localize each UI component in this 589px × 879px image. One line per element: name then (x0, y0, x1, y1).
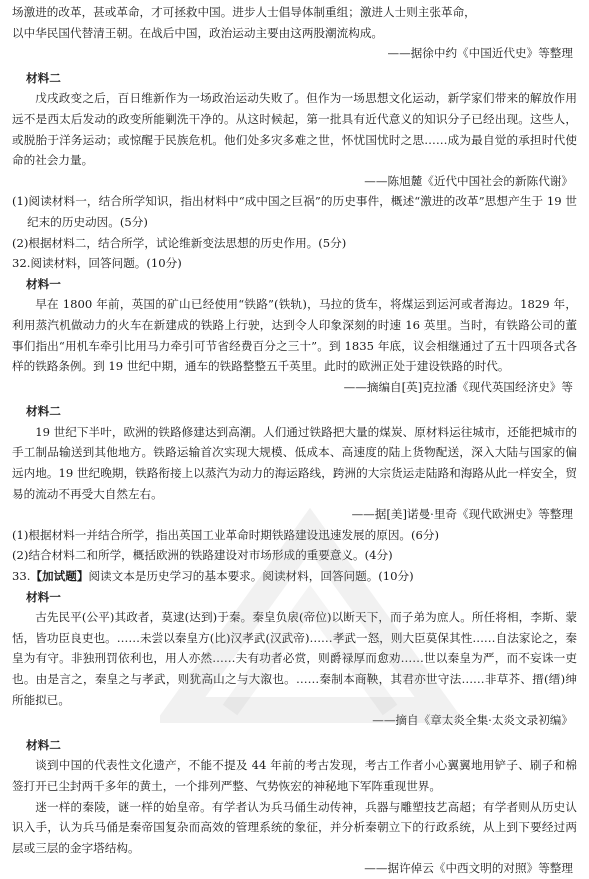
q33-material2-para1: 谈到中国的代表性文化遗产，不能不提及 44 年前的考古发现，考古工作者小心翼翼地用铲子、刷子和棉签打开已尘封两千多年的黄土，一个排列严整、气势恢宏的神秘地下军阵重现世界。 (12, 758, 577, 793)
q32-material2-source: ——据[美]诺曼·里奇《现代欧洲史》等整理 (351, 507, 573, 522)
q32-material1-text: 早在 1800 年前，英国的矿山已经使用“铁路”(铁轨)，马拉的货车，将煤运到运河或者海边。1829 年，利用蒸汽机做动力的火车在新建成的铁路上行驶，达到令人印象深刻的时速 16 英里。当时，有铁路公司的董事们指出“用机车牵引比用马力牵引可节省经费百分之三十”。到 1835 年底，议会相继通过了五十四项各式各样的铁路条例。到 19 世纪中期，通车的铁路整整五千英里。此时的欧洲正处于建设铁路的时代。 (12, 297, 577, 374)
continuation-line-2: 以中华民国代替清王朝。在战后中国，政治运动主要由这两股潮流构成。 (12, 25, 384, 40)
q33-material1-header: 材料一 (26, 589, 61, 604)
q33-number: 33. (12, 569, 31, 584)
q31-material2-header: 材料二 (26, 70, 61, 85)
q32-material2-header: 材料二 (26, 404, 61, 419)
q33-material1-text: 古先民平(公平)其政者，莫逮(达到)于秦。秦皇负扆(帝位)以断天下，而子弟为庶人。所任将相，李斯、蒙恬，皆功臣良吏也。……未尝以秦皇方(比)汉孝武(汉武帝)……孝武一怒，则大臣莫保其性……自法家论之，秦皇为有守。非独刑罚依利也，用人亦然……夫有功者必赏，则爵禄厚而愈劝……世以秦皇为严，而不妄诛一吏也。由是言之，秦皇之与孝武，则犹高山之与大溆也。……秦制本商鞅，其君亦世守法……非草芥、搢(缙)绅所能拟已。 (12, 610, 577, 707)
q33-material2-source: ——据许倬云《中西文明的对照》等整理 (364, 861, 573, 876)
q33-material2-para2: 迷一样的秦陵，谜一样的始皇帝。有学者认为兵马俑生动传神，兵器与雕塑技艺高超；有学者则从历史认识入手，认为兵马俑是秦帝国复杂而高效的管理系统的象征，并分析秦朝立下的行政系统，从上到下要经过两层或三层的金字塔结构。 (12, 799, 577, 855)
q32-material1-header: 材料一 (26, 276, 61, 291)
q32-question-1: (1)根据材料一并结合所学，指出英国工业革命时期铁路建设迅速发展的原因。(6分) (12, 527, 440, 542)
continuation-source: ——据徐中约《中国近代史》等整理 (387, 46, 573, 61)
q31-question-2: (2)根据材料二，结合所学，试论维新变法思想的历史作用。(5分) (12, 235, 347, 250)
q32-stem: 32.阅读材料，回答问题。(10分) (12, 256, 182, 271)
q31-question-1: (1)阅读材料一，结合所学知识，指出材料中“成中国之巨祸”的历史事件，概述“激进的改革”思想产生于 19 世纪末的历史动因。(5分) (12, 194, 577, 229)
q32-question-2: (2)结合材料二和所学，概括欧洲的铁路建设对市场形成的重要意义。(4分) (12, 548, 393, 563)
q31-material2-text: 戊戌政变之后，百日维新作为一场政治运动失败了。但作为一场思想文化运动，新学家们带来的解放作用远不是西太后发动的政变所能剿洗干净的。从这时候起，第一批具有近代意义的知识分子已经出现。这些人，或脱胎于洋务运动；或惊醒于民族危机。他们处多灾多难之世，怀忧国忧时之思……成为最自觉的承担时代使命的社会力量。 (12, 91, 577, 168)
q32-material2-text: 19 世纪下半叶，欧洲的铁路修建达到高潮。人们通过铁路把大量的煤炭、原材料运往城市，还能把城市的手工制品输送到其他地方。铁路运输首次实现大规模、低成本、高速度的陆上货物配送，深入大陆与国家的偏远内地。19 世纪晚期，铁路衔接上以蒸汽为动力的海运路线，跨洲的大宗货运走陆路和海路从此一样安全，贸易的流动不再受大自然左右。 (12, 424, 577, 501)
q32-material1-source: ——摘编自[英]克拉潘《现代英国经济史》等 (343, 379, 573, 394)
q33-stem (12, 566, 577, 587)
q33-tag: 【加试题】 (30, 569, 89, 584)
q33-stem-text: 阅读文本是历史学习的基本要求。阅读材料，回答问题。(10分) (88, 569, 414, 584)
q31-material2-source: ——陈旭麓《近代中国社会的新陈代谢》 (364, 173, 573, 188)
continuation-line-1: 场激进的改革，甚或革命，才可拯救中国。进步人士倡导体制重组；激进人士则主张革命， (12, 5, 476, 19)
q33-material1-source: ——摘自《章太炎全集·太炎文录初编》 (372, 713, 573, 728)
q33-material2-header: 材料二 (26, 737, 61, 752)
